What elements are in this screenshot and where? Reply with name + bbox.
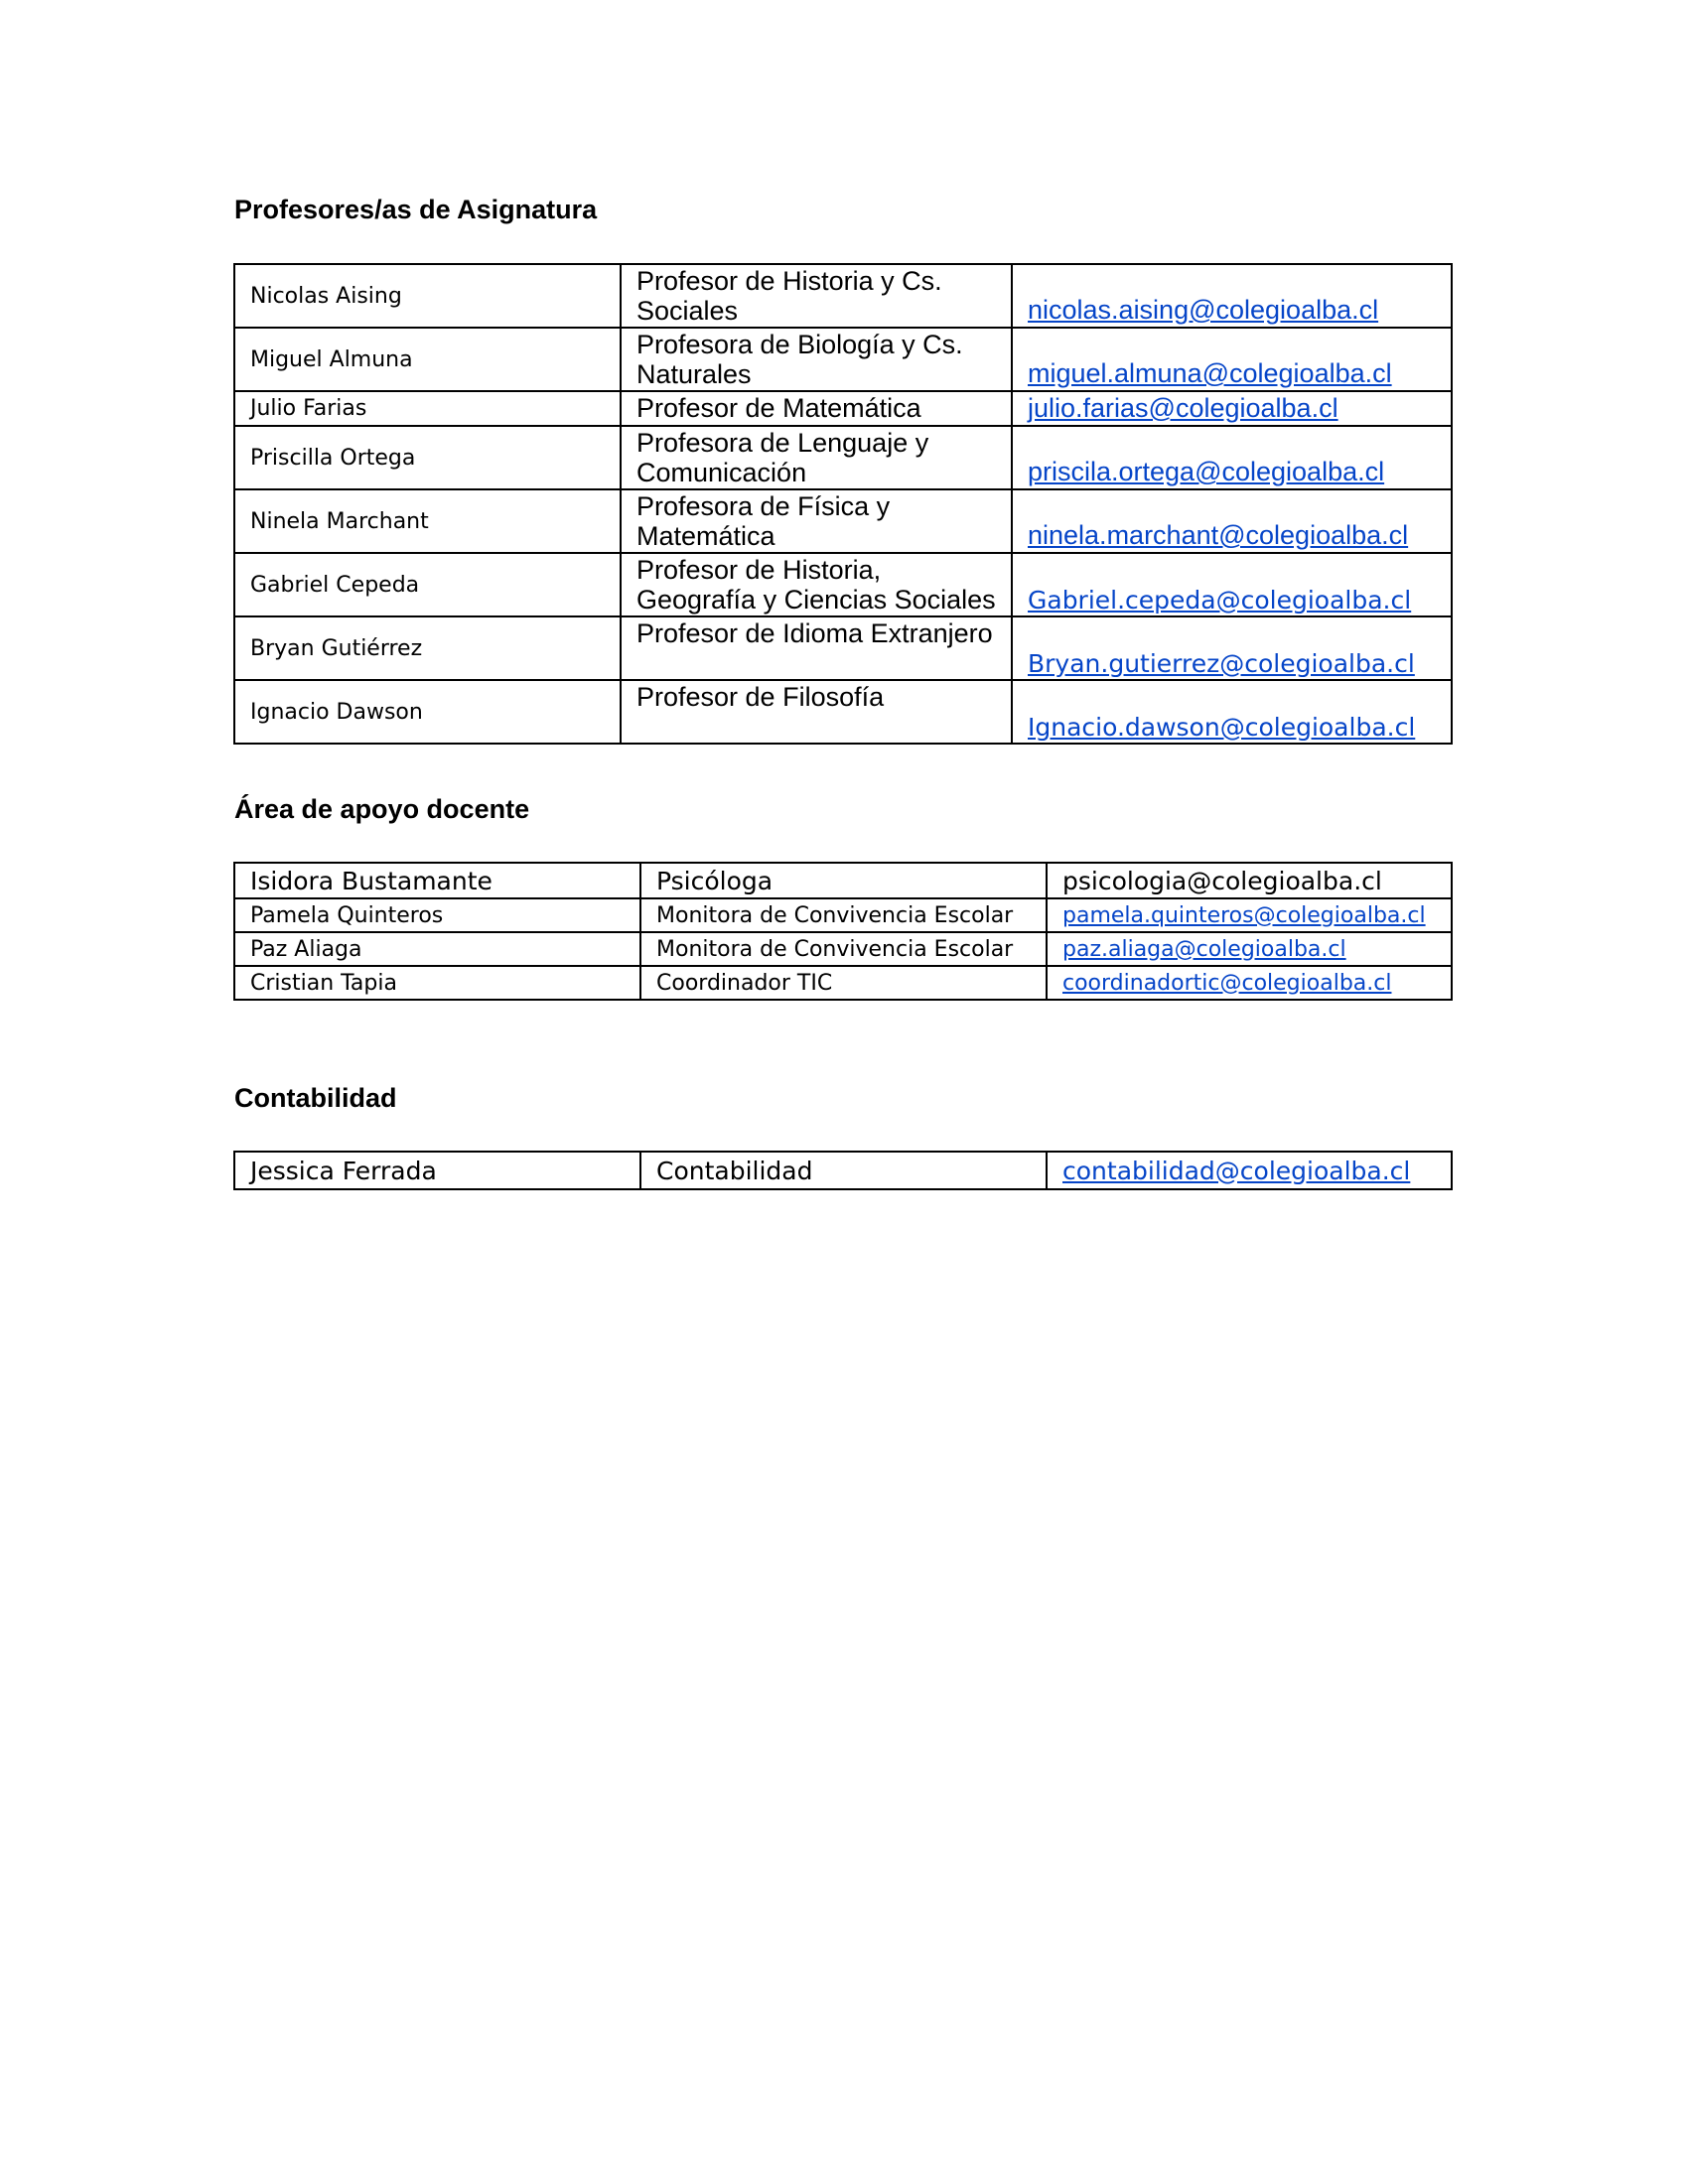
contabilidad-table: [233, 1151, 1453, 1190]
staff-email-link[interactable]: pamela.quinteros@colegioalba.cl: [1062, 902, 1426, 928]
teacher-role: Profesora de Lenguaje y Comunicación: [621, 426, 1012, 489]
teacher-name: Julio Farias: [234, 391, 621, 426]
staff-name: Pamela Quinteros: [234, 898, 640, 932]
staff-email-link[interactable]: paz.aliaga@colegioalba.cl: [1062, 936, 1346, 962]
section-title-contabilidad: Contabilidad: [234, 1083, 397, 1113]
teacher-name: Nicolas Aising: [234, 264, 621, 328]
table-row: [234, 426, 1452, 489]
staff-email-link[interactable]: contabilidad@colegioalba.cl: [1062, 1156, 1411, 1185]
teacher-role: Profesor de Historia y Cs. Sociales: [621, 264, 1012, 328]
teacher-email-link[interactable]: Gabriel.cepeda@colegioalba.cl: [1028, 586, 1412, 614]
staff-role: Contabilidad: [640, 1152, 1047, 1189]
staff-name: Cristian Tapia: [234, 966, 640, 1000]
table-row: [234, 932, 1452, 966]
table-row: [234, 328, 1452, 391]
table-row: [234, 264, 1452, 328]
teacher-role: Profesora de Biología y Cs. Naturales: [621, 328, 1012, 391]
staff-name: Paz Aliaga: [234, 932, 640, 966]
staff-role: Monitora de Convivencia Escolar: [640, 898, 1047, 932]
section-title-apoyo: Área de apoyo docente: [234, 794, 530, 824]
teacher-name: Miguel Almuna: [234, 328, 621, 391]
teacher-email-link[interactable]: priscila.ortega@colegioalba.cl: [1028, 457, 1385, 486]
table-row: [234, 489, 1452, 553]
teacher-name: Bryan Gutiérrez: [234, 616, 621, 680]
teacher-role: Profesor de Historia, Geografía y Ciencias Sociales: [621, 553, 1012, 616]
staff-name: Jessica Ferrada: [234, 1152, 640, 1189]
table-row: [234, 898, 1452, 932]
teacher-name: Ignacio Dawson: [234, 680, 621, 744]
teacher-email-link[interactable]: Ignacio.dawson@colegioalba.cl: [1028, 713, 1416, 742]
teacher-name: Ninela Marchant: [234, 489, 621, 553]
teacher-role: Profesora de Física y Matemática: [621, 489, 1012, 553]
section-title-profesores: Profesores/as de Asignatura: [234, 195, 598, 224]
staff-email: psicologia@colegioalba.cl: [1062, 866, 1382, 895]
table-row: [234, 863, 1452, 898]
table-row: [234, 391, 1452, 426]
staff-role: Monitora de Convivencia Escolar: [640, 932, 1047, 966]
teacher-name: Priscilla Ortega: [234, 426, 621, 489]
table-row: [234, 1152, 1452, 1189]
teacher-role: Profesor de Filosofía: [621, 680, 1012, 744]
table-row: [234, 680, 1452, 744]
teacher-email-link[interactable]: Bryan.gutierrez@colegioalba.cl: [1028, 649, 1415, 678]
table-row: [234, 966, 1452, 1000]
teacher-email-link[interactable]: nicolas.aising@colegioalba.cl: [1028, 295, 1379, 325]
staff-role: Psicóloga: [640, 863, 1047, 898]
teacher-name: Gabriel Cepeda: [234, 553, 621, 616]
teacher-email-link[interactable]: julio.farias@colegioalba.cl: [1028, 393, 1338, 423]
staff-name: Isidora Bustamante: [234, 863, 640, 898]
staff-role: Coordinador TIC: [640, 966, 1047, 1000]
teacher-role: Profesor de Matemática: [621, 391, 1012, 426]
table-row: [234, 616, 1452, 680]
teacher-email-link[interactable]: miguel.almuna@colegioalba.cl: [1028, 358, 1392, 388]
teacher-email-link[interactable]: ninela.marchant@colegioalba.cl: [1028, 520, 1409, 550]
profesores-table: [233, 263, 1453, 745]
staff-email-link[interactable]: coordinadortic@colegioalba.cl: [1062, 970, 1392, 996]
table-row: [234, 553, 1452, 616]
teacher-role: Profesor de Idioma Extranjero: [621, 616, 1012, 680]
apoyo-table: [233, 862, 1453, 1001]
